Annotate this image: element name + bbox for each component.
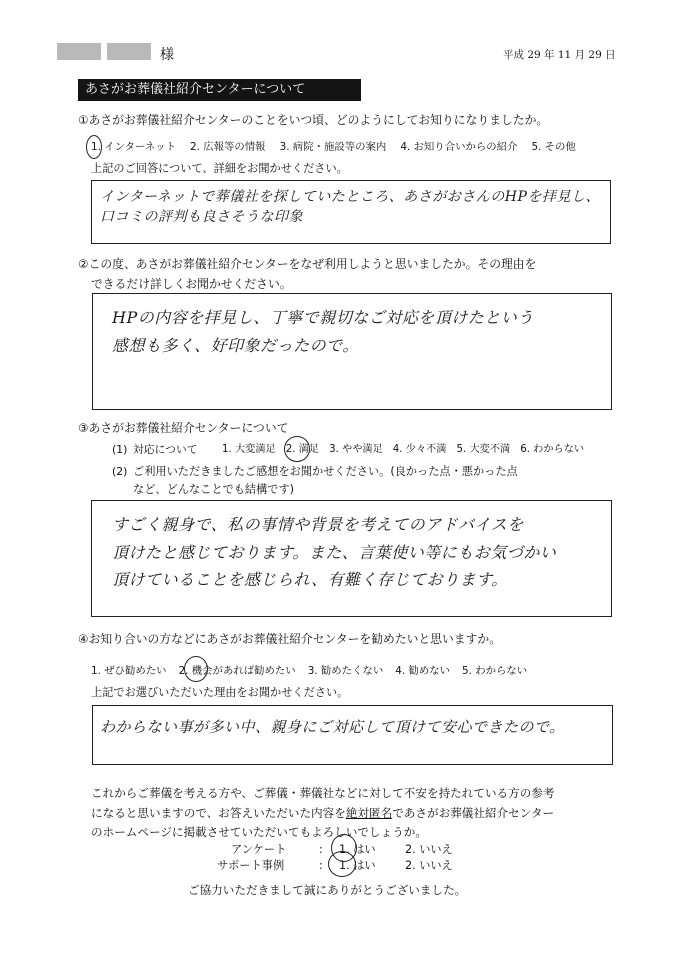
q1-question: ①あさがお葬儀社紹介センターのことをいつ頃、どのようにしてお知りになりましたか。: [78, 113, 549, 127]
q3-option-3: 3. やや満足: [329, 444, 383, 455]
closing-line-1: これからご葬儀を考える方や、ご葬儀・葬儀社などに対して不安を持たれている方の参考: [91, 786, 555, 800]
q3-answer-line-1: すごく親身で、私の事情や背景を考えてのアドバイスを: [112, 515, 524, 534]
q3-sub2-line-2: など、どんなことでも結構です): [133, 483, 294, 496]
q1-answer-line-2: 口コミの評判も良さそうな印象: [100, 209, 303, 225]
q4-option-5: 5. わからない: [462, 665, 528, 677]
q4-option-2: 2. 機会があれば勧めたい: [178, 665, 296, 677]
q1-option-1: 1. インターネット: [91, 141, 177, 153]
q3-option-6: 6. わからない: [520, 444, 585, 455]
consent-row-support-yes: 1. はい: [339, 859, 376, 872]
q1-selected-mark: [86, 135, 102, 159]
q3-option-1: 1. 大変満足: [222, 444, 276, 455]
q1-option-5: 5. その他: [531, 141, 576, 153]
q4-prompt: 上記でお選びいただいた理由をお聞かせください。: [91, 686, 349, 699]
closing-line-3: のホームページに掲載させていただいてもよろしいでしょうか。: [91, 825, 427, 839]
q3-option-2: 2. 満足: [285, 444, 320, 455]
q1-answer-line-1: インターネットで葬儀社を探していたところ、あさがおさんのHPを拝見し、: [100, 189, 600, 205]
q1-options: [91, 140, 576, 154]
q3-question: ③あさがお葬儀社紹介センターについて: [78, 421, 289, 435]
q4-selected-mark: [184, 656, 208, 682]
document-date: 平成 29 年 11 月 29 日: [503, 49, 616, 61]
q3-sub1-label: (1): [112, 443, 128, 456]
closing-line-2-post: であさがお葬儀社紹介センター: [392, 806, 555, 820]
q4-question: ④お知り合いの方などにあさがお葬儀社紹介センターを勧めたいと思いますか。: [78, 632, 501, 646]
redacted-name-block-2: [107, 43, 151, 60]
closing-line-2-pre: になると思いますので、お答えいただいた内容を: [91, 806, 346, 820]
q3-answer-line-2: 頂けたと感じております。また、言葉使い等にもお気づかい: [112, 543, 557, 562]
consent-row-support-colon: :: [319, 859, 323, 872]
closing-line-2: [91, 806, 554, 820]
consent-row-support: [217, 859, 284, 873]
q1-option-2: 2. 広報等の情報: [190, 141, 266, 153]
q4-option-1: 1. ぜひ勧めたい: [91, 665, 167, 677]
consent-row-survey-yes: 1. はい: [339, 843, 376, 856]
q4-answer-line-1: わからない事が多い中、親身にご対応して頂けて安心できたので。: [100, 718, 565, 736]
redacted-name-block-1: [57, 43, 101, 60]
consent-support-selected-mark: [328, 851, 356, 877]
honorific: 様: [160, 47, 174, 63]
consent-row-survey: [231, 843, 286, 857]
q3-option-4: 4. 少々不満: [392, 444, 447, 455]
page-title: あさがお葬儀社紹介センターについて: [78, 79, 361, 101]
q2-question-line-2: できるだけ詳しくお聞かせください。: [91, 277, 292, 291]
q1-prompt: 上記のご回答について、詳細をお聞かせください。: [91, 162, 348, 175]
consent-row-survey-label: アンケート: [231, 843, 287, 856]
q2-answer-line-2: 感想も多く、好印象だったので。: [112, 336, 359, 355]
q3-selected-mark: [284, 436, 310, 462]
q1-option-3: 3. 病院・施設等の案内: [279, 141, 387, 153]
consent-row-survey-colon: :: [319, 843, 323, 856]
consent-row-support-no: 2. いいえ: [405, 859, 453, 872]
q4-options: [91, 664, 527, 678]
thanks-message: ご協力いただきまして誠にありがとうございました。: [188, 883, 467, 897]
consent-row-survey-no: 2. いいえ: [405, 843, 453, 856]
q3-sub1-text: 対応について: [133, 443, 198, 456]
q3-sub2-label: (2): [112, 465, 128, 478]
q4-option-3: 3. 勧めたくない: [307, 665, 384, 677]
q3-answer-line-3: 頂けていることを感じられ、有難く存じております。: [112, 570, 508, 589]
anonymous-emphasis: 絶対匿名: [345, 806, 393, 820]
q2-answer-line-1: HPの内容を拝見し、丁寧で親切なご対応を頂けたという: [112, 308, 534, 327]
q3-sub2-line-1: ご利用いただきましたご感想をお聞かせください。(良かった点・悪かった点: [133, 465, 518, 478]
q1-option-4: 4. お知り合いからの紹介: [400, 141, 518, 153]
consent-row-support-label: サポート事例: [217, 859, 285, 872]
q2-question-line-1: ②この度、あさがお葬儀社紹介センターをなぜ利用しようと思いましたか。その理由を: [78, 257, 537, 271]
q3-sub1-options: [222, 443, 584, 457]
q4-option-4: 4. 勧めない: [395, 665, 451, 677]
q3-option-5: 5. 大変不満: [456, 444, 511, 455]
